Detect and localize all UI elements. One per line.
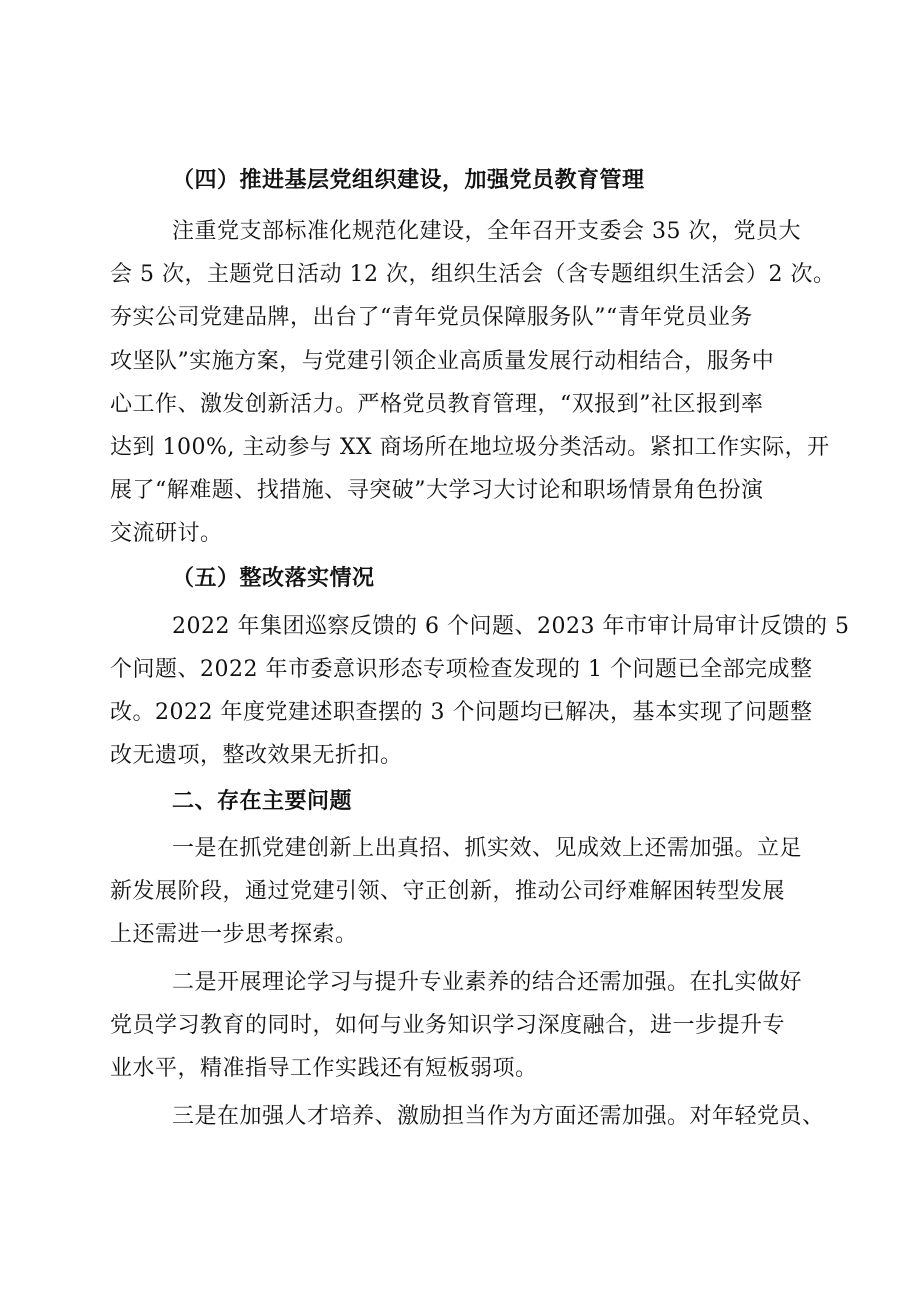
para-two-line-3: 改。2022 年度党建述职查摆的 3 个问题均已解决，基本实现了问题整 bbox=[110, 700, 813, 725]
para-two-line-2: 个问题、2022 年市委意识形态专项检查发现的 1 个问题已全部完成整 bbox=[110, 657, 813, 682]
para-one-line-3: 夯实公司党建品牌，出台了“青年党员保障服务队”“青年党员业务 bbox=[110, 305, 753, 330]
para-three-line-2: 新发展阶段，通过党建引领、守正创新，推动公司纾难解困转型发展 bbox=[110, 879, 786, 904]
para-one-line-5: 心工作、激发创新活力。严格党员教育管理，“双报到”社区报到率 bbox=[110, 392, 764, 417]
para-four-line-2: 党员学习教育的同时，如何与业务知识学习深度融合，进一步提升专 bbox=[110, 1013, 786, 1038]
para-one-line-7: 展了“解难题、找措施、寻突破”大学习大讨论和职场情景角色扮演 bbox=[110, 478, 764, 503]
para-one-line-1: 注重党支部标准化规范化建设，全年召开支委会 35 次，党员大 bbox=[172, 219, 801, 244]
heading-five: （五）整改落实情况 bbox=[172, 565, 375, 591]
para-four-line-1: 二是开展理论学习与提升专业素养的结合还需加强。在扎实做好 bbox=[172, 970, 803, 995]
para-three-line-1: 一是在抓党建创新上出真招、抓实效、见成效上还需加强。立足 bbox=[172, 836, 803, 861]
para-one-line-2: 会 5 次，主题党日活动 12 次，组织生活会（含专题组织生活会）2 次。 bbox=[110, 262, 836, 287]
para-five-line-1: 三是在加强人才培养、激励担当作为方面还需加强。对年轻党员、 bbox=[172, 1104, 825, 1129]
para-three-line-3: 上还需进一步思考探索。 bbox=[110, 922, 358, 947]
heading-four: （四）推进基层党组织建设，加强党员教育管理 bbox=[172, 167, 645, 193]
para-one-line-8: 交流研讨。 bbox=[110, 521, 223, 546]
para-four-line-3: 业水平，精准指导工作实践还有短板弱项。 bbox=[110, 1056, 538, 1081]
section-two-heading: 二、存在主要问题 bbox=[172, 788, 353, 814]
para-one-line-4: 攻坚队”实施方案，与党建引领企业高质量发展行动相结合，服务中 bbox=[110, 349, 775, 374]
para-one-line-6: 达到 100%, 主动参与 XX 商场所在地垃圾分类活动。紧扣工作实际，开 bbox=[110, 435, 830, 460]
para-two-line-4: 改无遗项，整改效果无折扣。 bbox=[110, 743, 403, 768]
para-two-line-1: 2022 年集团巡察反馈的 6 个问题、2023 年市审计局审计反馈的 5 bbox=[172, 614, 850, 639]
